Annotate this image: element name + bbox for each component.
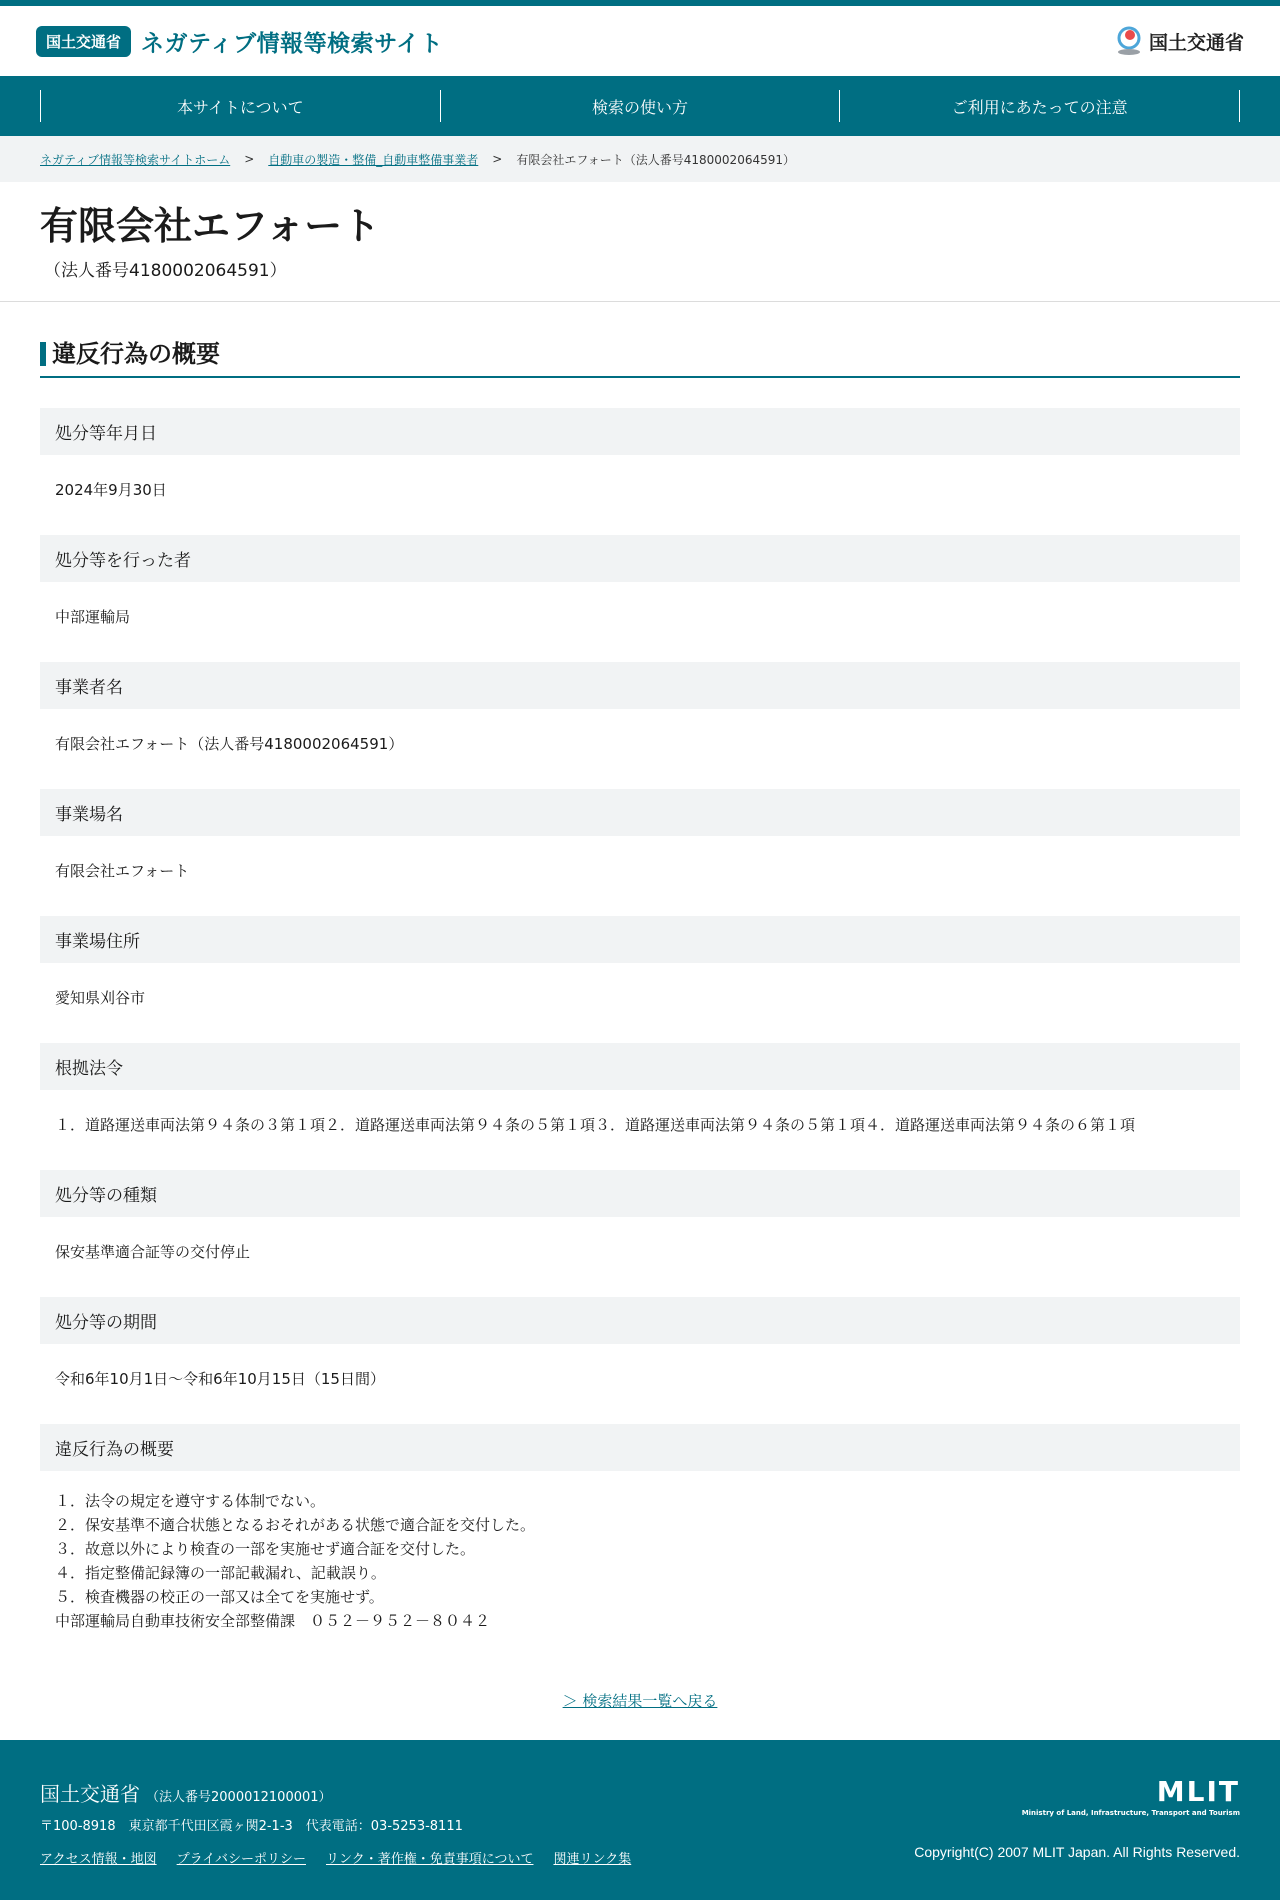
nav-item-about[interactable]: 本サイトについて <box>40 90 440 122</box>
detail-label-authority: 処分等を行った者 <box>40 535 1240 582</box>
detail-value-legal-basis: １．道路運送車両法第９４条の３第１項２．道路運送車両法第９４条の５第１項３．道路運送車両法第９４条の５第１項４．道路運送車両法第９４条の６第１項 <box>55 1116 1136 1135</box>
footer-logo-tagline: Ministry of Land, Infrastructure, Transport and Tourism <box>1021 1809 1240 1817</box>
footer-link-access[interactable]: アクセス情報・地図 <box>40 1852 157 1867</box>
footer-address: 〒100-8918 東京都千代田区霞ヶ関2-1-3 代表電話：03-5253-8111 <box>40 1819 463 1834</box>
mlit-logo-text: 国土交通省 <box>1148 31 1244 54</box>
detail-value-disposition-date: 2024年9月30日 <box>55 481 167 500</box>
detail-label-site-name: 事業場名 <box>40 789 1240 836</box>
breadcrumb-home-link[interactable]: ネガティブ情報等検索サイトホーム <box>40 152 231 167</box>
footer-org-name: 国土交通省 <box>40 1782 140 1806</box>
detail-value-disposition-type: 保安基準適合証等の交付停止 <box>55 1243 251 1262</box>
detail-list <box>40 408 1240 1666</box>
copyright: Copyright(C) 2007 MLIT Japan. All Rights Reserved. <box>914 1844 1240 1860</box>
nav-item-how-to-search[interactable]: 検索の使い方 <box>440 90 840 122</box>
footer-link-privacy[interactable]: プライバシーポリシー <box>176 1852 306 1867</box>
detail-label-disposition-date: 処分等年月日 <box>40 408 1240 455</box>
footer-logo-wordmark: MLIT <box>1156 1775 1240 1808</box>
detail-label-violation-summary: 違反行為の概要 <box>40 1424 1240 1471</box>
page-title: 有限会社エフォート <box>40 204 381 248</box>
section-heading: 違反行為の概要 <box>40 340 1240 379</box>
footer-mlit-logo[interactable] <box>1021 1775 1240 1817</box>
site-title[interactable]: ネガティブ情報等検索サイト <box>141 30 444 57</box>
corporate-number: （法人番号4180002064591） <box>44 260 287 281</box>
main-content <box>0 340 1280 1712</box>
site-brand[interactable] <box>36 25 443 58</box>
mlit-logo[interactable] <box>1115 26 1244 56</box>
main-nav <box>0 76 1280 136</box>
breadcrumb-current: 有限会社エフォート（法人番号4180002064591） <box>516 152 795 167</box>
nav-item-usage-notes[interactable]: ご利用にあたっての注意 <box>839 90 1240 122</box>
back-to-results-link[interactable]: ＞ 検索結果一覧へ戻る <box>562 1692 718 1711</box>
detail-label-legal-basis: 根拠法令 <box>40 1043 1240 1090</box>
mlit-tag: 国土交通省 <box>36 26 131 57</box>
detail-value-authority: 中部運輸局 <box>55 608 131 627</box>
detail-value-business-name: 有限会社エフォート（法人番号4180002064591） <box>55 735 404 754</box>
title-block <box>0 182 1280 302</box>
detail-value-site-name: 有限会社エフォート <box>55 862 190 881</box>
breadcrumb-separator: > <box>244 152 255 166</box>
breadcrumb-category-link[interactable]: 自動車の製造・整備_自動車整備事業者 <box>268 152 479 167</box>
detail-value-site-address: 愛知県刈谷市 <box>55 989 146 1008</box>
footer-link-copyright[interactable]: リンク・著作権・免責事項について <box>325 1852 534 1867</box>
footer-link-related[interactable]: 関連リンク集 <box>553 1852 632 1867</box>
mlit-emblem-icon <box>1115 26 1143 56</box>
site-header <box>0 6 1280 76</box>
detail-label-site-address: 事業場住所 <box>40 916 1240 963</box>
detail-value-disposition-period: 令和6年10月1日～令和6年10月15日（15日間） <box>55 1370 385 1389</box>
breadcrumb-separator: > <box>492 152 503 166</box>
detail-value-violation-summary: １．法令の規定を遵守する体制でない。 ２．保安基準不適合状態となるおそれがある状態で適合証を交付した。 ３．故意以外により検査の一部を実施せず適合証を交付した。 ４．指定整備記録簿の一部記載漏れ、記載誤り。 ５．検査機器の校正の一部又は全てを実施せず。 中部運輸局自動車技術安全部整備課 ０５２－９５２－８０４２ <box>55 1492 536 1631</box>
footer-org-number: （法人番号2000012100001） <box>146 1790 332 1805</box>
detail-label-disposition-type: 処分等の種類 <box>40 1170 1240 1217</box>
detail-label-business-name: 事業者名 <box>40 662 1240 709</box>
detail-label-disposition-period: 処分等の期間 <box>40 1297 1240 1344</box>
breadcrumb <box>0 136 1280 182</box>
site-footer <box>0 1740 1280 1900</box>
